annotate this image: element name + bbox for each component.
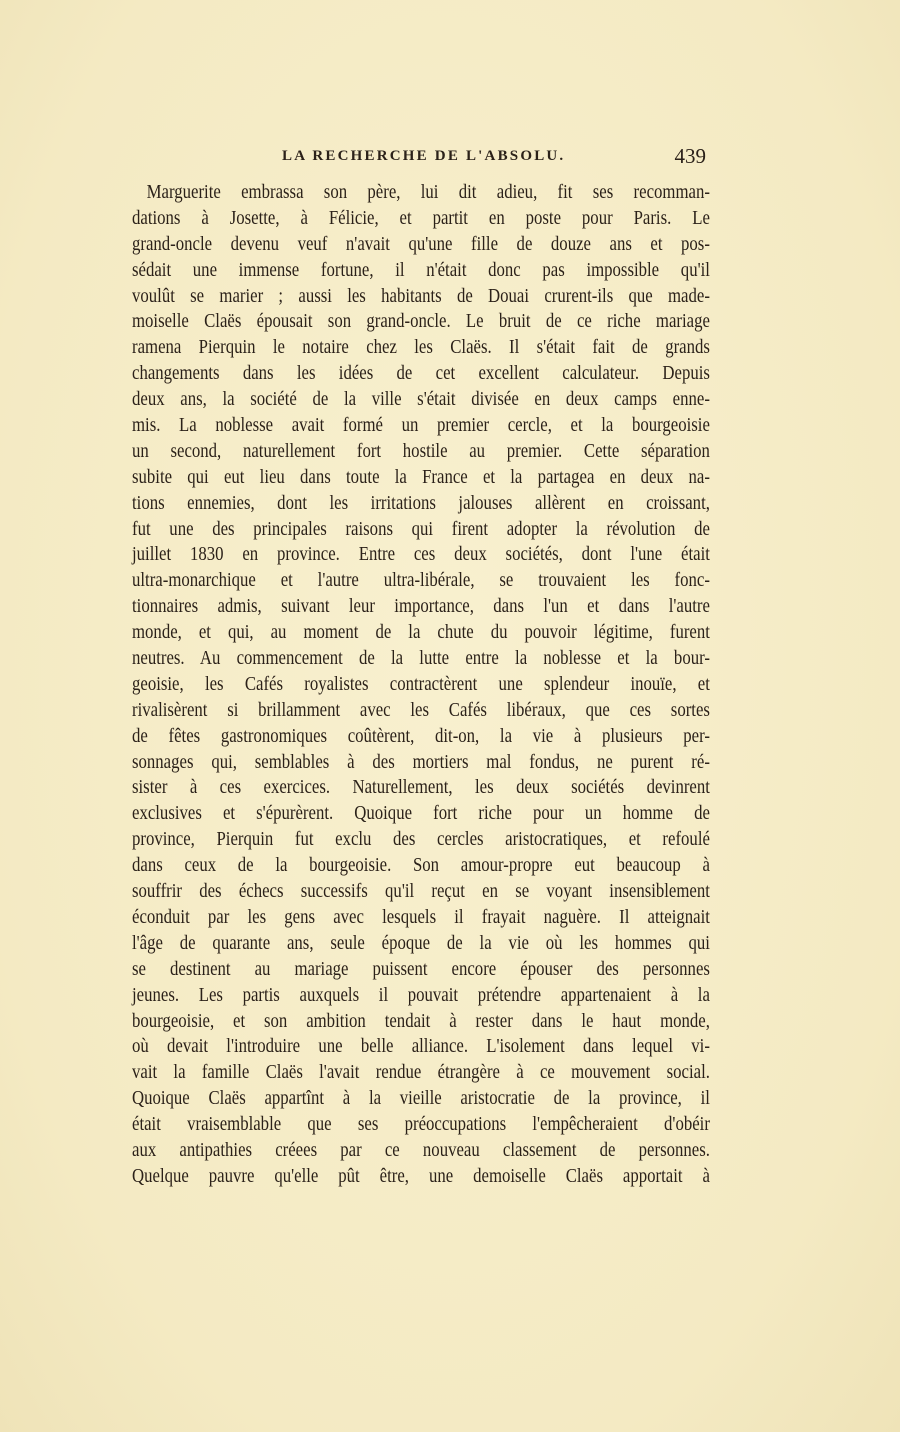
text-line: fut une des principales raisons qui firent adopter la révolution de [132,518,710,540]
text-line: subite qui eut lieu dans toute la France et la partagea en deux na- [132,466,710,488]
text-line: était vraisemblable que ses préoccupations l'empêcheraient d'obéir [132,1114,710,1136]
text-line: ramena Pierquin le notaire chez les Claës. Il s'était fait de grands [132,337,710,359]
text-line: rivalisèrent si brillamment avec les Cafés libéraux, que ces sortes [132,699,710,721]
text-line: tionnaires admis, suivant leur importance, dans l'un et dans l'autre [132,596,710,618]
text-line: de fêtes gastronomiques coûtèrent, dit-on, la vie à plusieurs per- [132,725,710,747]
text-line: monde, et qui, au moment de la chute du pouvoir légitime, furent [132,622,710,644]
text-line: voulût se marier ; aussi les habitants de Douai crurent-ils que made- [132,285,710,307]
text-line: Marguerite embrassa son père, lui dit adieu, fit ses recomman- [146,182,710,203]
page-number: 439 [674,144,706,168]
text-line: bourgeoisie, et son ambition tendait à rester dans le haut monde, [132,1010,710,1032]
text-line: geoisie, les Cafés royalistes contractèrent une splendeur inouïe, et [132,673,710,695]
running-title: LA RECHERCHE DE L'ABSOLU. [282,148,566,164]
body-text [132,180,710,1190]
page-header [132,146,710,172]
text-line: ultra-monarchique et l'autre ultra-libérale, se trouvaient les fonc- [132,570,710,592]
text-line: aux antipathies créees par ce nouveau classement de personnes. [132,1139,710,1161]
text-line: Quelque pauvre qu'elle pût être, une demoiselle Claës apportait à [132,1165,710,1187]
text-line: exclusives et s'épurèrent. Quoique fort riche pour un homme de [132,803,710,825]
text-line: moiselle Claës épousait son grand-oncle. Le bruit de ce riche mariage [132,311,710,333]
text-line: changements dans les idées de cet excellent calculateur. Depuis [132,363,710,385]
text-line: se destinent au mariage puissent encore épouser des personnes [132,958,710,980]
text-line: deux ans, la société de la ville s'était divisée en deux camps enne- [132,389,710,411]
text-line: sédait une immense fortune, il n'était donc pas impossible qu'il [132,259,710,281]
text-line: province, Pierquin fut exclu des cercles aristocratiques, et refoulé [132,829,710,851]
text-line: mis. La noblesse avait formé un premier cercle, et la bourgeoisie [132,415,710,437]
text-line: vait la famille Claës l'avait rendue étrangère à ce mouvement social. [132,1062,710,1084]
text-line: où devait l'introduire une belle alliance. L'isolement dans lequel vi- [132,1036,710,1058]
text-line: dations à Josette, à Félicie, et partit en poste pour Paris. Le [132,207,710,229]
text-line: souffrir des échecs successifs qu'il reçut en se voyant insensiblement [132,881,710,903]
text-line: un second, naturellement fort hostile au premier. Cette séparation [132,440,710,462]
text-line: Quoique Claës appartînt à la vieille aristocratie de la province, il [132,1088,710,1110]
text-line: neutres. Au commencement de la lutte entre la noblesse et la bour- [132,648,710,670]
text-line: l'âge de quarante ans, seule époque de la vie où les hommes qui [132,932,710,954]
text-line: sonnages qui, semblables à des mortiers mal fondus, ne purent ré- [132,751,710,773]
text-line: juillet 1830 en province. Entre ces deux sociétés, dont l'une était [132,544,710,566]
text-line: tions ennemies, dont les irritations jalouses allèrent en croissant, [132,492,710,514]
text-line: jeunes. Les partis auxquels il pouvait prétendre appartenaient à la [132,984,710,1006]
text-line: dans ceux de la bourgeoisie. Son amour-propre eut beaucoup à [132,855,710,877]
text-line: éconduit par les gens avec lesquels il frayait naguère. Il atteignait [132,906,710,928]
text-line: grand-oncle devenu veuf n'avait qu'une fille de douze ans et pos- [132,233,710,255]
text-line: sister à ces exercices. Naturellement, les deux sociétés devinrent [132,777,710,799]
